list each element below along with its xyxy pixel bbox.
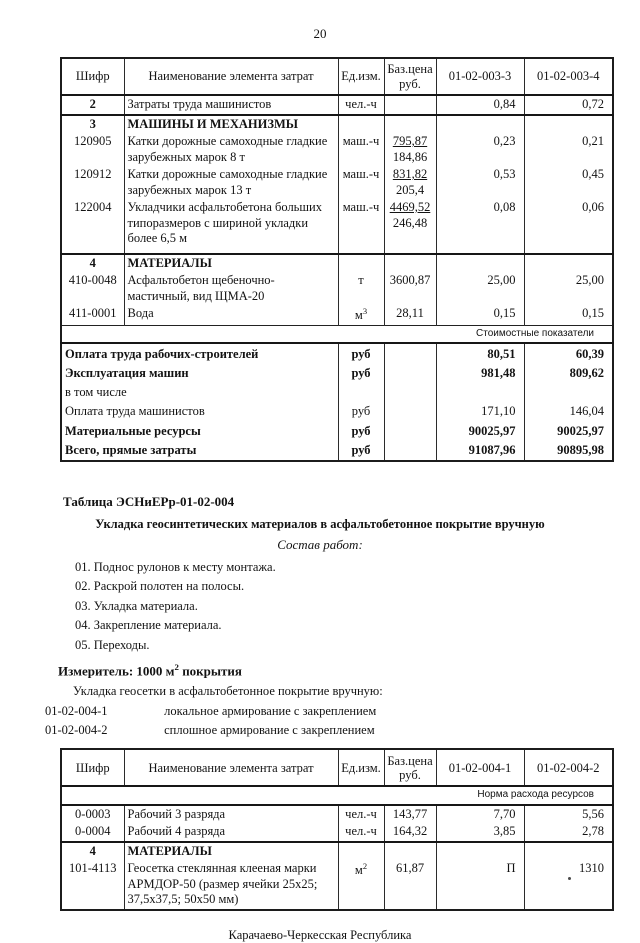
summary-row: Оплата труда машинистов руб 171,10 146,04 [61, 402, 613, 421]
variant-row [45, 723, 640, 738]
table-row: 0-0003 Рабочий 3 разряда чел.-ч 143,77 7,70 5,56 [61, 805, 613, 824]
table-label: Таблица ЭСНиЕРр-01-02-004 [63, 493, 235, 509]
section-subtitle: Укладка геосетки в асфальтобетонное покрытие вручную: [73, 684, 383, 699]
band-resource-norms: Норма расхода ресурсов [61, 786, 613, 804]
header-cell-unit: Ед.изм. [338, 749, 384, 786]
section-row-machines: 3 МАШИНЫ И МЕХАНИЗМЫ [61, 115, 613, 134]
header-cell-name: Наименование элемента затрат [124, 749, 338, 786]
table-row: 120905 Катки дорожные самоходные гладкие зарубежных марок 8 т маш.-ч 795,87 184,86 0,23 0,21 [61, 133, 613, 166]
section-title: Укладка геосинтетических материалов в асфальтобетонное покрытие вручную [95, 516, 545, 531]
meter-line: Измеритель: 1000 $м^2$ покрытия [58, 662, 242, 679]
header-cell-norm-1: 01-02-003-3 [436, 58, 524, 95]
variant-desc: локальное армирование с закреплением [164, 703, 377, 718]
estimate-table-01-02-003 [60, 57, 614, 462]
header-cell-norm-2: 01-02-003-4 [524, 58, 613, 95]
variant-desc: сплошное армирование с закреплением [164, 723, 375, 738]
section-row-materials: 4 МАТЕРИАЛЫ [61, 254, 613, 273]
summary-row: Оплата труда рабочих-строителей руб 80,51 60,39 [61, 343, 613, 363]
header-cell-price: Баз.цена руб. [384, 749, 436, 786]
works-list [75, 558, 640, 656]
works-item: 05. Переходы. [75, 637, 150, 652]
footer-region-title: Карачаево-Черкесская Республика [228, 927, 412, 942]
table-row: 410-0048 Асфальтобетон щебеночно-мастичный, вид ЩМА-20 т 3600,87 25,00 25,00 [61, 272, 613, 305]
header-cell-code: Шифр [61, 749, 124, 786]
header-cell-unit: Ед.изм. [338, 58, 384, 95]
header-cell-norm-2: 01-02-004-2 [524, 749, 613, 786]
table-header-row [61, 749, 613, 786]
header-cell-code: Шифр [61, 58, 124, 95]
works-item: 03. Укладка материала. [75, 598, 198, 613]
works-item: 02. Раскрой полотен на полосы. [75, 579, 245, 594]
band-cost-indicators: Стоимостные показатели [61, 325, 613, 343]
summary-row: Эксплуатация машин руб 981,48 809,62 [61, 363, 613, 382]
summary-row-total: Всего, прямые затраты руб 91087,96 90895,98 [61, 440, 613, 460]
works-item: 04. Закрепление материала. [75, 618, 222, 633]
header-cell-name: Наименование элемента затрат [124, 58, 338, 95]
table-row: 0-0004 Рабочий 4 разряда чел.-ч 164,32 3,85 2,78 [61, 823, 613, 842]
variant-code: 01-02-004-1 [45, 703, 108, 718]
summary-row: в том числе [61, 383, 613, 402]
page-number: 20 [313, 26, 327, 41]
table-row: 2 Затраты труда машинистов чел.-ч 0,84 0,72 [61, 95, 613, 115]
works-heading: Состав работ: [277, 536, 363, 552]
scan-artifact-dot [568, 877, 571, 880]
section-row-materials: 4 МАТЕРИАЛЫ [61, 842, 613, 861]
header-cell-norm-1: 01-02-004-1 [436, 749, 524, 786]
variant-row [45, 704, 640, 719]
header-cell-price: Баз.цена руб. [384, 58, 436, 95]
works-item: 01. Поднос рулонов к месту монтажа. [75, 559, 276, 574]
estimate-table-01-02-004 [60, 748, 614, 910]
table-row: 122004 Укладчики асфальтобетона больших типоразмеров с шириной укладки более 6,5 м маш.-ч 4469,52 246,48 0,08 0,06 [61, 199, 613, 254]
table-row: 411-0001 Вода $м^3$ 28,11 0,15 0,15 [61, 305, 613, 325]
table-header-row [61, 58, 613, 95]
summary-row: Материальные ресурсы руб 90025,97 90025,97 [61, 421, 613, 440]
table-row: 101-4113 Геосетка стеклянная клееная марки АРМДОР-50 (размер ячейки 25х25; 37,5х37,5; 50х50 мм) $м^2$ 61,87 П 1310 [61, 860, 613, 910]
table-row: 120912 Катки дорожные самоходные гладкие зарубежных марок 13 т маш.-ч 831,82 205,4 0,53 0,45 [61, 166, 613, 199]
variant-code: 01-02-004-2 [45, 723, 108, 738]
